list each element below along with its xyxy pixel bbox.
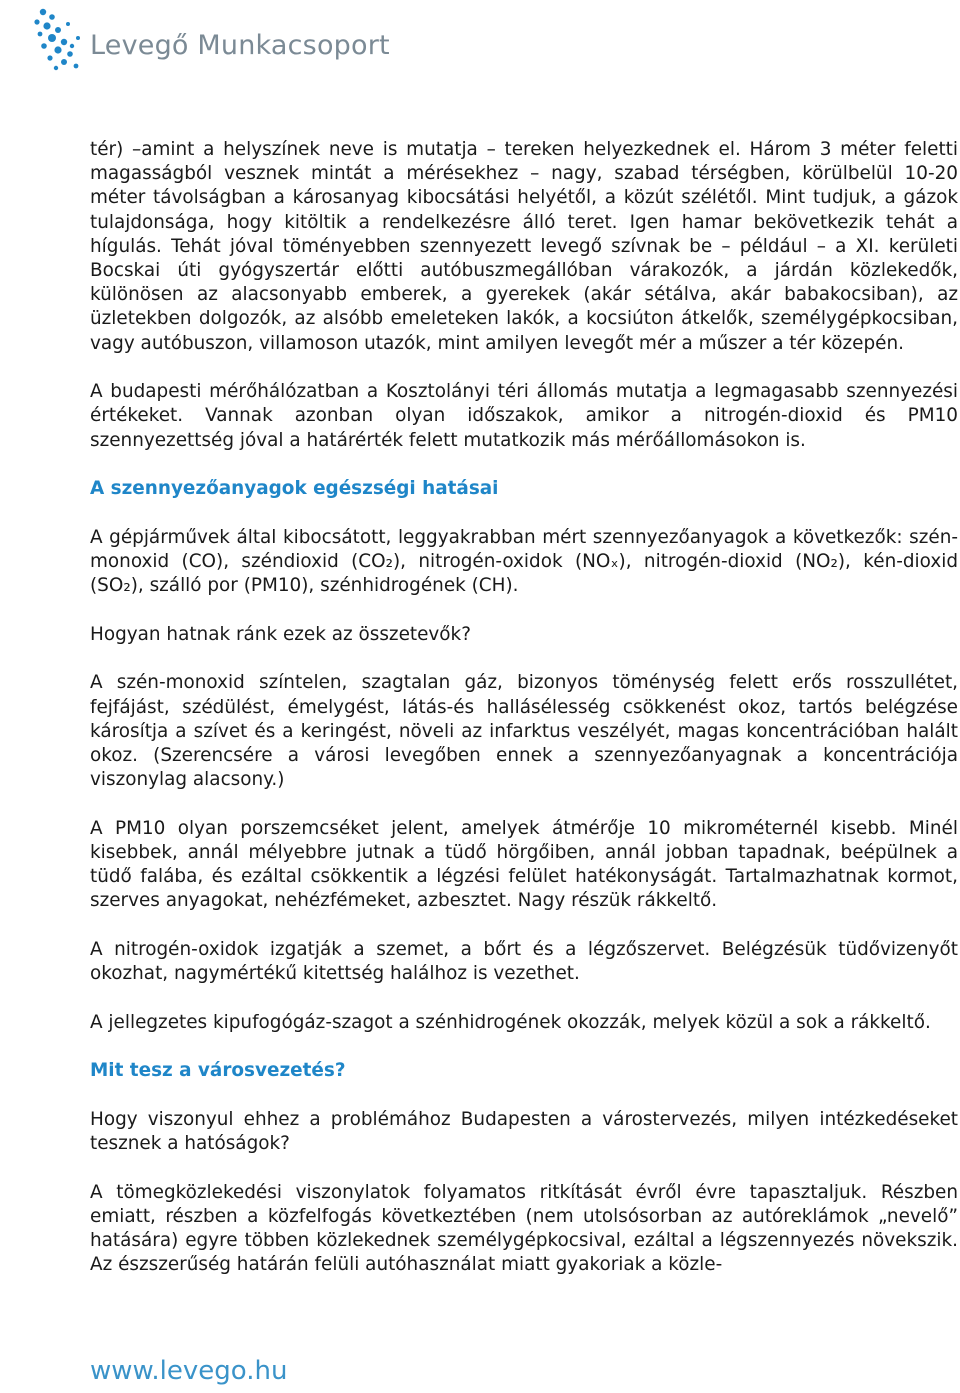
paragraph-pollutant-list: A gépjárművek által kibocsátott, leggyakrabban mért szennyezőanyagok a következők: szén-monoxid (CO), széndioxid (CO₂), nitrogén-oxidok (NOₓ), nitrogén-dioxid (NO₂), kén-dioxid (SO₂), szálló por (PM10), szénhidrogének (CH). xyxy=(90,526,958,597)
section-heading-city-leadership: Mit tesz a városvezetés? xyxy=(90,1060,346,1082)
paragraph-urban-planning-question: Hogy viszonyul ehhez a problémához Budapesten a várostervezés, milyen intézkedéseket tesznek a hatóságok? xyxy=(90,1109,958,1155)
paragraph-hydrocarbons: A jellegzetes kipufogógáz-szagot a szénhidrogének okozzák, melyek közül a sok a rákkeltő. xyxy=(90,1011,931,1033)
paragraph-public-transport: A tömegközlekedési viszonylatok folyamatos ritkítását évről évre tapasztaljuk. Részben emiatt, részben a közfelfogás következtében (nem utolsósorban az autóreklámok „nevelő” hatására) egyre többen közlekednek személygépkocsival, ezáltal a légszennyezés növekszik. Az észszerűség határán felüli autóhasználat miatt gyakoriak a közle- xyxy=(90,1181,958,1276)
paragraph-question-effects: Hogyan hatnak ránk ezek az összetevők? xyxy=(90,623,471,645)
paragraph-pm10: A PM10 olyan porszemcséket jelent, amelyek átmérője 10 mikrométernél kisebb. Minél kisebbek, annál mélyebbre jutnak a tüdő hörgőiben, annál jobban tapadnak, beépülnek a tüdő falába, és ezáltal csökkentik a légzési felület hatékonyságát. Tartalmazhatnak kormot, szerves anyagokat, nehézfémeket, azbesztet. Nagy részük rákkeltő. xyxy=(90,817,958,912)
logo-wordmark: Levegő Munkacsoport xyxy=(90,30,390,61)
wind-swirl-logo-icon xyxy=(28,4,90,76)
paragraph-kosztolanyi-station: A budapesti mérőhálózatban a Kosztolányi téri állomás mutatja a legmagasabb szennyezési értékeket. Vannak azonban olyan időszakok, amikor a nitrogén-dioxid és PM10 szennyezettség jóval a határérték felett mutatkozik más mérőállomásokon is. xyxy=(90,381,958,451)
section-heading-health-effects: A szennyezőanyagok egészségi hatásai xyxy=(90,478,499,500)
document-body xyxy=(90,138,958,1302)
paragraph-nitrogen-oxides: A nitrogén-oxidok izgatják a szemet, a bőrt és a légzőszervet. Belégzésük tüdővizenyőt okozhat, nagymértékű kitettség halálhoz is vezethet. xyxy=(90,939,958,985)
paragraph-measurement-sites: tér) –amint a helyszínek neve is mutatja – tereken helyezkednek el. Három 3 méter feletti magasságból vesznek mintát a mérésekhez – nagy, szabad térségben, körülbelül 10-20 méter távolságban a károsanyag kibocsátási helyétől, a közút szélétől. Mint tudjuk, a gázok tulajdonsága, hogy kitöltik a rendelkezésre álló teret. Igen hamar bekövetkezik tehát a hígulás. Tehát jóval töményebben szennyezett levegő szívnak be – például – a XI. kerületi Bocskai úti gyógyszertár előtti autóbuszmegállóban várakozók, a járdán közlekedők, különösen az alacsonyabb emberek, a gyerekek (akár sétálva, akár babakocsiban), az üzletekben dolgozók, az alsóbb emeleteken lakók, a kocsiúton átkelők, személygépkocsiban, vagy autóbuszon, villamoson utazók, mint amilyen levegőt mér a műszer a tér közepén. xyxy=(90,139,958,354)
organization-logo xyxy=(28,4,388,76)
footer-website-url[interactable]: www.levego.hu xyxy=(90,1356,288,1386)
paragraph-carbon-monoxide: A szén-monoxid színtelen, szagtalan gáz, bizonyos töménység felett erős rosszullétet, fejfájást, szédülést, émelygést, látás-és hallásélesség csökkenést okoz, tartós belégzése károsítja a szívet és a keringést, növeli az infarktus veszélyét, magas koncentrációban halált okoz. (Szerencsére a városi levegőben ennek a szennyezőanyagnak a koncentrációja viszonylag alacsony.) xyxy=(90,672,958,791)
